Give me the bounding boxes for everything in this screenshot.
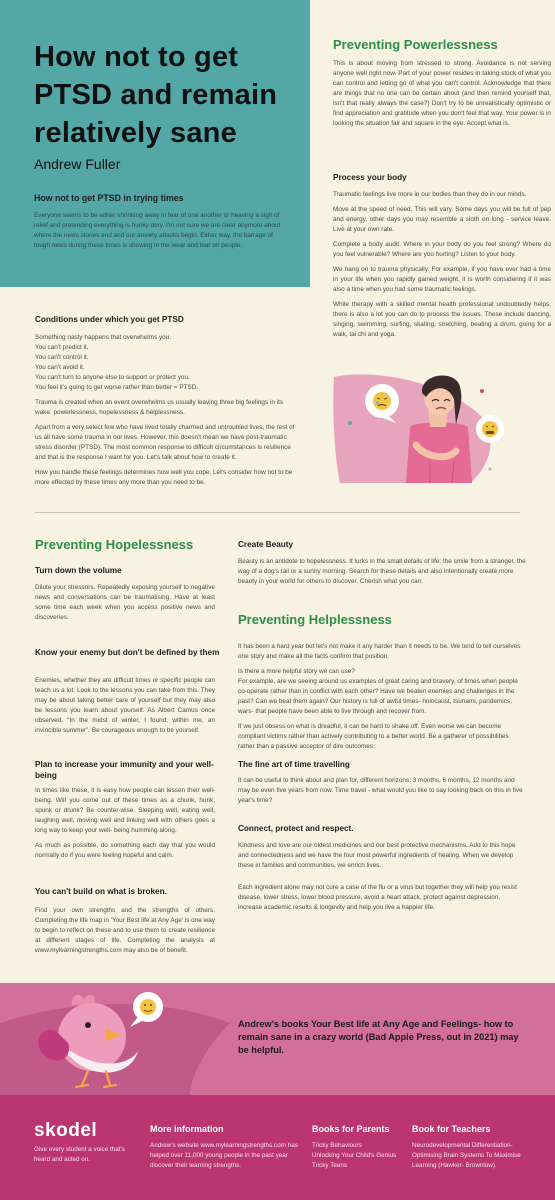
conditions-line: You feel it's going to get worse rather than better = PTSD. <box>35 384 199 391</box>
parents-book-item[interactable]: Unlocking Your Child's Genius <box>312 1152 397 1159</box>
stressed-face-emoji-icon <box>482 421 498 437</box>
more-information-heading: More information <box>150 1124 224 1134</box>
conditions-line: Something nasty happens that overwhelms you. <box>35 334 172 341</box>
process-body-heading: Process your body <box>333 173 407 182</box>
conditions-line: You can't control it. <box>35 354 89 361</box>
footer-tagline: Give every student a voice that's heard and acted on. <box>34 1146 125 1163</box>
process-paragraph: While therapy with a skilled mental health professional undoubtedly helps, there is also a lot you can do to process the issues. These include dancing, singing, swimming, surfing, skating, stretching, beating a drum, going for a walk, tai chi and yoga. <box>333 301 551 338</box>
smiling-emoji-speech-bubble-icon <box>140 999 156 1015</box>
connect-heading: Connect, protect and respect. <box>238 824 354 833</box>
helplessness-section <box>238 642 526 757</box>
more-information-text: Andrew's website www.mylearningstrengths.com has helped over 11,000 young people in the past year discover their learning strengths. <box>150 1142 298 1169</box>
parents-book-item[interactable]: Tricky Teens <box>312 1162 347 1169</box>
volume-text: Dilute your stressors. Repeatedly exposing yourself to negative news and conversations can be traumatising. Have at least some time each week when you access positive news and discoveries. <box>35 584 215 621</box>
immunity-section <box>35 786 215 866</box>
helplessness-question: Is there a more helpful story we can use? <box>238 668 355 675</box>
process-paragraph: We hang on to trauma physically. For example, if you have ever had a time in your life when you rapidly gained weight, it is worth considering if it was also a time when you had some traumatic feelings. <box>333 266 551 293</box>
books-band-text: Andrew's books Your Best life at Any Age and Feelings- how to remain sane in a crazy world (Bad Apple Press, out in 2021) may be helpful. <box>238 1019 519 1055</box>
helplessness-paragraph: If we just obsess on what is dreadful, it can be hard to shake off. Even worse we can become compliant victims rather than actively contributing to a better world. Be a gatherer of possibilities rather than a passive acceptor of dire outcomes. <box>238 723 509 750</box>
conditions-line: You can't predict it. <box>35 344 89 351</box>
enemy-text: Enemies, whether they are difficult times or specific people can teach us a lot. Look to the lessons you can take from this. They may be about taking better care of yourself but they may also be lessons you learn about yourself. As Albert Camus once observed, “In the midst of winter, I found, within me, an invincible summer”. Be courageous enough to be yourself. <box>35 677 215 734</box>
conditions-line: You can't avoid it. <box>35 364 85 371</box>
connect-section <box>238 841 526 918</box>
conditions-section <box>35 333 295 493</box>
decor-dot <box>480 389 484 393</box>
decor-dot <box>488 467 491 470</box>
connect-paragraph: Each ingredient alone may not cure a case of the flu or a virus but together they will help you resist disease, lower stress, lower blood pressure, avoid a heart attack, protect against depression, increase academic results & longevity and help you live a happier life. <box>238 884 517 911</box>
author-name: Andrew Fuller <box>34 156 121 172</box>
bird-eye <box>85 1022 91 1028</box>
crying-face-emoji-icon <box>373 392 391 410</box>
books-for-parents-list <box>312 1141 407 1171</box>
enemy-heading: Know your enemy but don't be defined by them <box>35 648 220 657</box>
immunity-paragraph: In times like these, it is easy how people can lessen their well-being. Will you come out of these times as a chunk, hunk, spunk or drunk? Be counter-wise. Sleeping well, eating well, laughing well, moving well and linking well with others goes a long way to keep your well- being humming along. <box>35 787 215 834</box>
woman-body <box>406 423 472 484</box>
bird-legs <box>82 1071 110 1085</box>
beauty-text: Beauty is an antidote to hopelessness. It lurks in the small details of life: the smile from a stranger, the wag of a dog's tail or a sunny morning. Search for these details and also intentionally create more beauty in your world for others to discover. Cherish what you can. <box>238 558 526 585</box>
book-for-teachers-text[interactable]: Neurodevelopmental Differentiation- Optimising Brain Systems To Maximise Learning (Hawker- Brownlow). <box>412 1142 521 1169</box>
hopelessness-heading: Preventing Hopelessness <box>35 537 194 552</box>
time-travel-heading: The fine art of time travelling <box>238 760 350 769</box>
helplessness-heading: Preventing Helplessness <box>238 612 392 627</box>
handle-feelings-paragraph: How you handle these feelings determines how well you cope. Let's consider how not to be more effected by these times any more than you need to be. <box>35 469 293 486</box>
powerlessness-heading: Preventing Powerlessness <box>333 37 498 52</box>
intro-text: Everyone seems to be either shrinking away in fear of one another or heaving a sigh of relief and pretending everything is hunky dory. I'm not sure we are clear anymore about where the news stories end and our anxiety attacks begin. Either way, the barrage of tough news during these times is showing in the wear and tear on people. <box>34 212 281 249</box>
section-divider <box>35 512 520 513</box>
resilience-paragraph: and that is the response I want for you. Let's talk about how to create it. <box>35 454 237 461</box>
pink-bird-mascot-icon <box>10 985 200 1095</box>
beauty-heading: Create Beauty <box>238 540 294 549</box>
ptsd-paragraph: Apart from a very select few who have lived totally charmed and untroubled lives, the rest of us all have some trauma in our lives. However, this doesn't mean we have post-traumatic stress disorder (PTSD). The most common response to difficult circumstances is resilience <box>35 424 295 451</box>
time-travel-text: It can be useful to think about and plan for, different horizons: 3 months, 6 months, 12 months and may be even five years from now. Time travel - what would you like to say looking back on this in five year's time? <box>238 777 523 804</box>
book-for-teachers-heading: Book for Teachers <box>412 1124 491 1134</box>
powerlessness-text: This is about moving from stressed to strong. Avoidance is not serving anyone well right now. Part of your power resides in taking stock of what you can control and letting go of what you can't control. Acknowledge that there are things that no one can be certain about (and then remind yourself that, isn't that really always the case?) Don't try to be unrealistically optimistic or find appreciation and gratitude when you don't feel that way. Your power is in looking the situation fair and square in the eye. Accept what is. <box>333 60 551 127</box>
immunity-paragraph: As much as possible, do something each day that you would normally do if you were feeling hopeful and calm. <box>35 842 215 859</box>
conditions-line: You can't turn to anyone else to support or protect you. <box>35 374 190 381</box>
books-for-parents-heading: Books for Parents <box>312 1124 390 1134</box>
decor-dot <box>348 421 352 425</box>
helplessness-paragraph: For example, are we seeing around us examples of great caring and bravery, of times when people co-operate rather than in conflict with each other? Have we beaten enemies and challenges in the past? Can we beat them again? Our history is full of awful times- holocaust, tsunami, pandemics, wars- that people have been able to live through and recover from. <box>238 678 518 715</box>
conditions-heading: Conditions under which you get PTSD <box>35 315 184 324</box>
parents-book-item[interactable]: Tricky Behaviours <box>312 1142 362 1149</box>
connect-paragraph: Kindness and love are our oldest medicines and our best protective mechanisms. Add to this hope and connectedness and we have the four most powerful ingredients of healing. When we develop these in families and communities, we enrich lives. <box>238 842 516 869</box>
immunity-heading: Plan to increase your immunity and your well-being <box>35 760 214 780</box>
distressed-woman-illustration-icon <box>330 365 530 495</box>
helplessness-paragraph: It has been a hard year but let's not make it any harder than it needs to be. We tend to tell ourselves one story and make all the facts confirm that position. <box>238 643 521 660</box>
trauma-paragraph: Trauma is created when an event overwhelms us usually leaving three big feelings in its wake: powerlessness, hopelessness & helplessness. <box>35 399 284 416</box>
intro-heading: How not to get PTSD in trying times <box>34 193 184 203</box>
volume-heading: Turn down the volume <box>35 566 122 575</box>
skodel-logo[interactable]: skodel <box>34 1120 98 1141</box>
process-paragraph: Move at the speed of need. This will vary. Some days you will be full of pep and energy, other days you may resemble a sloth on long - service leave. Live at your own rate. <box>333 206 551 233</box>
process-paragraph: Complete a body audit. Where in your body do you feel strong? Where do you feel vulnerable? Where are you hurting? Listen to your body. <box>333 241 551 258</box>
process-body-section <box>333 190 551 345</box>
broken-text: Find your own strengths and the strengths of others. Completing the life map in 'Your Best life at Any Age' is one way to begin to reflect on these and to use them to create resilience at different stages of life. Completing the analysis at www.mylearningstrengths.com may also be of benefit. <box>35 907 215 954</box>
process-paragraph: Traumatic feelings live more in our bodies than they do in our minds. <box>333 191 527 198</box>
broken-heading: You can't build on what is broken. <box>35 887 167 896</box>
page-title: How not to get PTSD and remain relatively sane <box>34 41 278 149</box>
